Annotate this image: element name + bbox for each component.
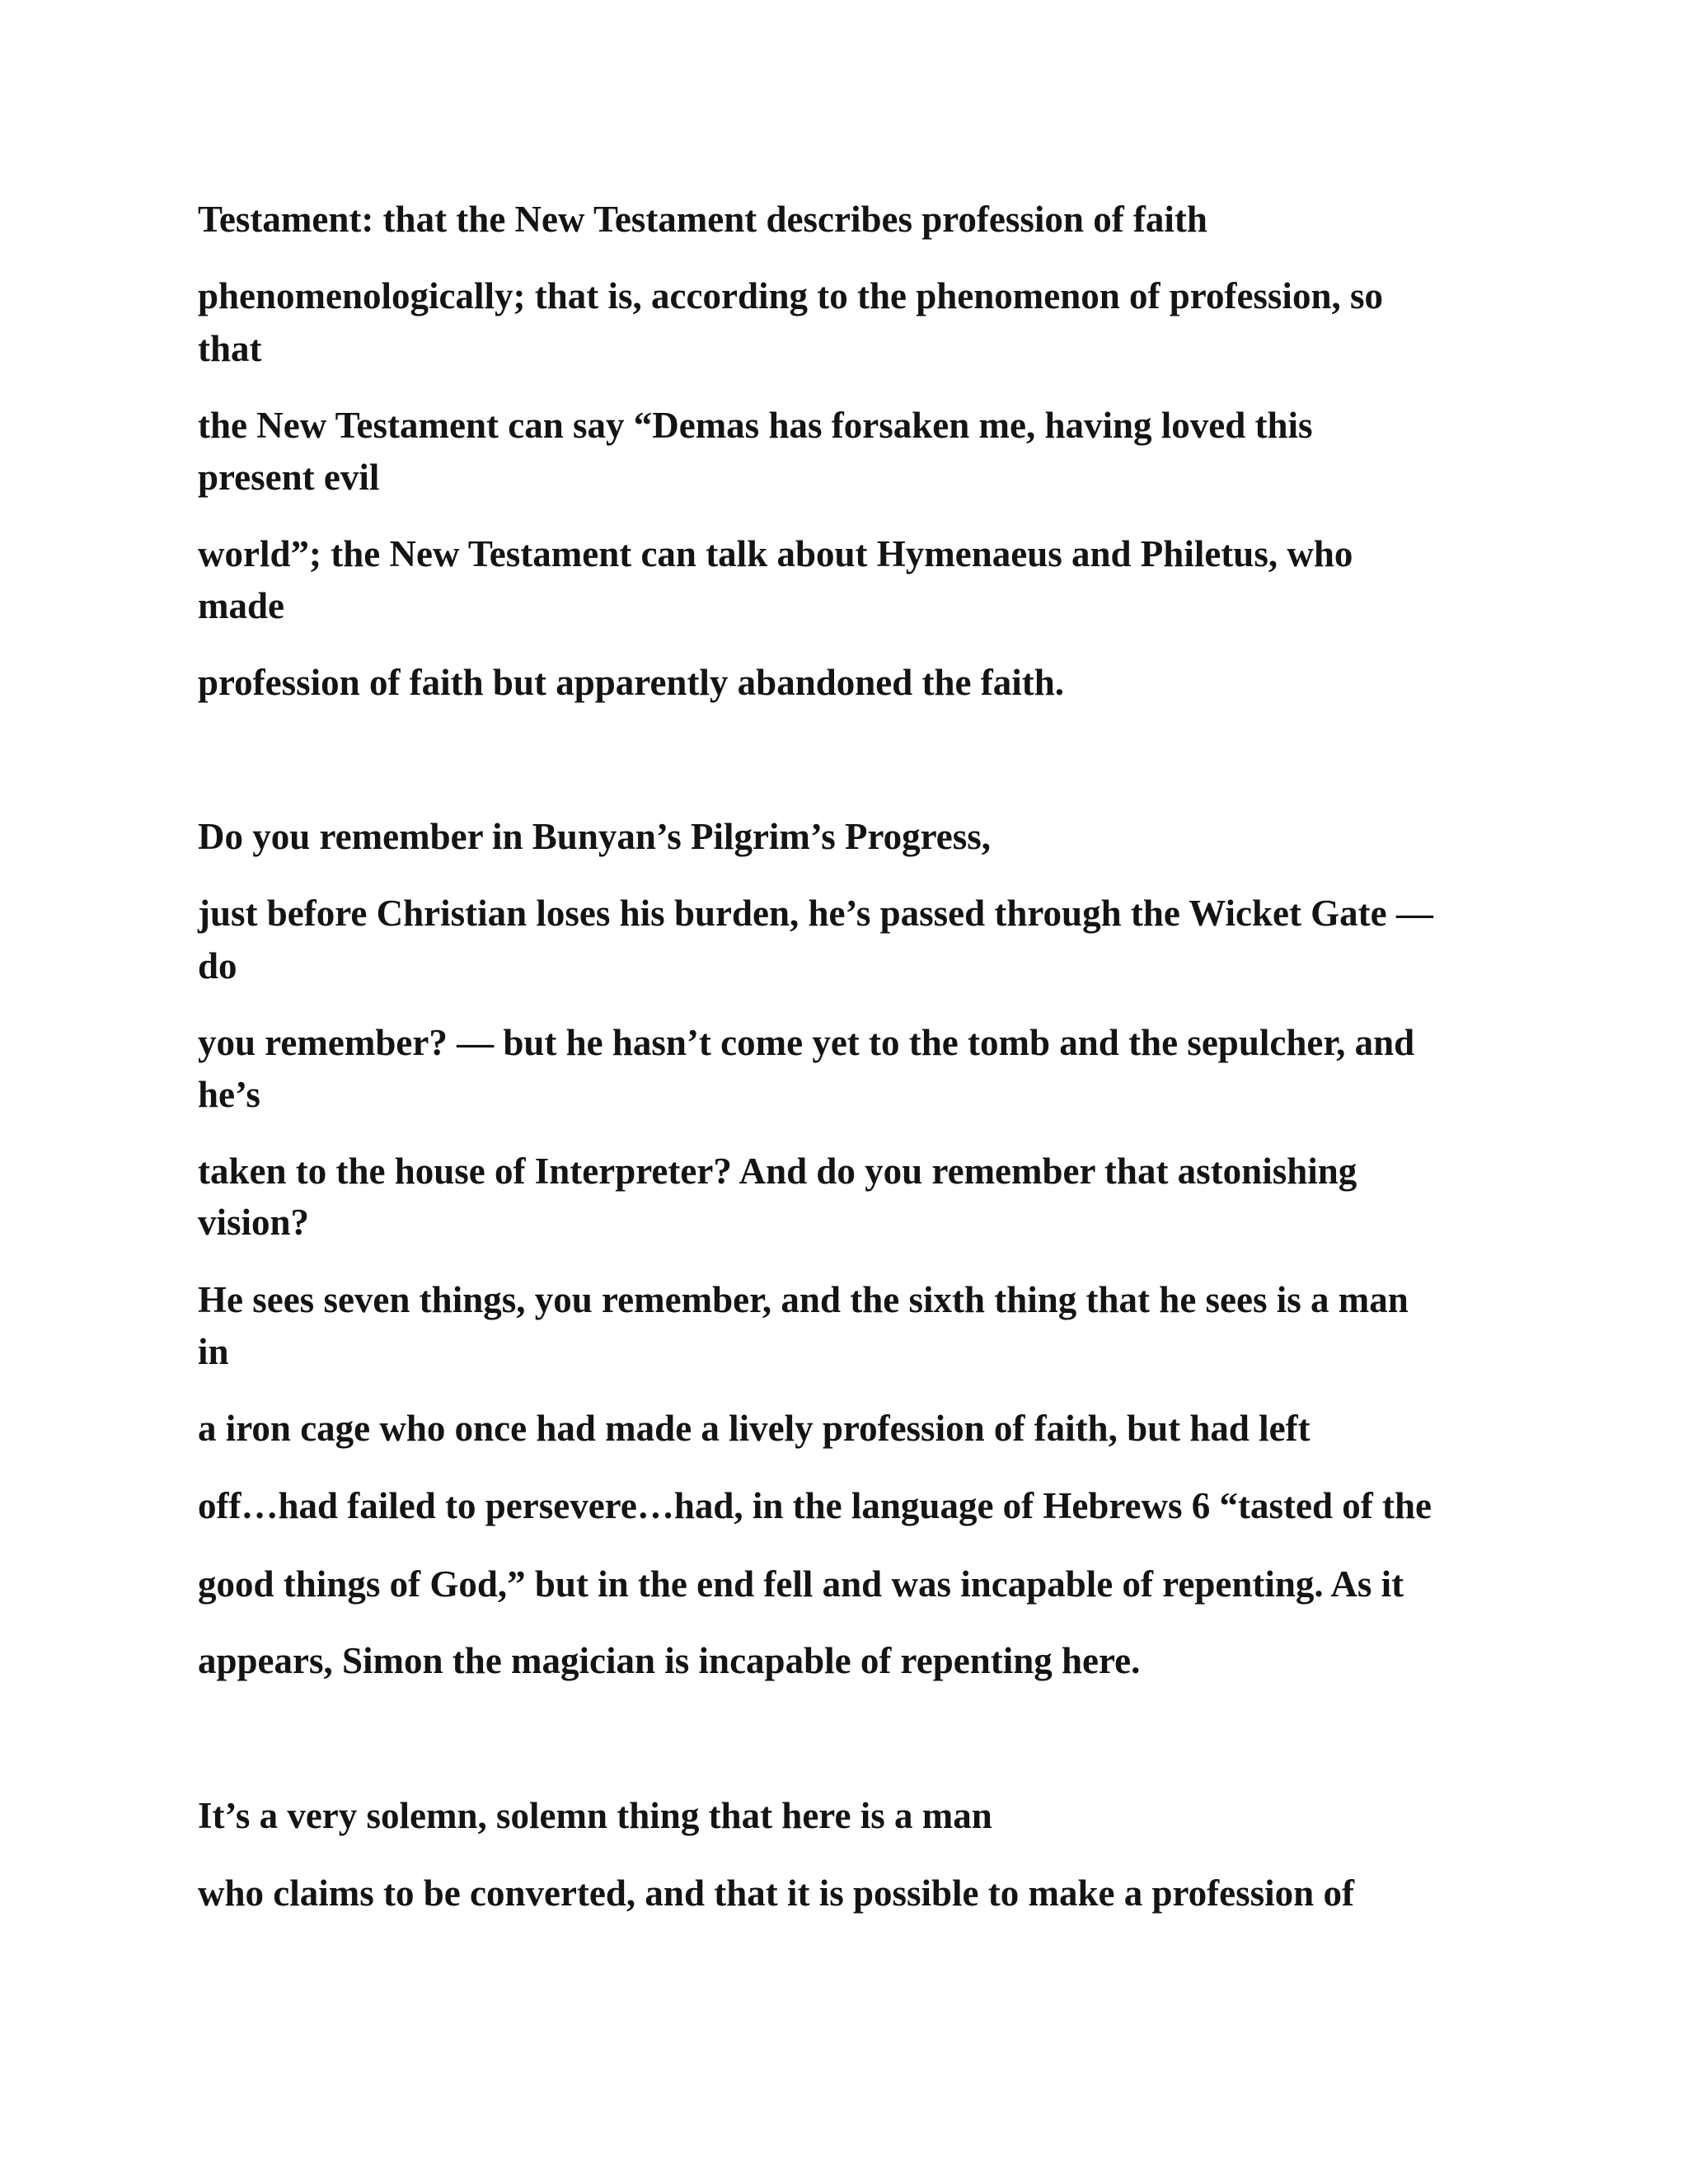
text-line: world”; the New Testament can talk about Hymenaeus and Philetus, who <box>198 533 1353 574</box>
text-line: that <box>198 328 262 369</box>
text-line: taken to the house of Interpreter? And do you remember that astonishing <box>198 1151 1357 1192</box>
text-line: vision? <box>198 1202 310 1243</box>
text-line: phenomenologically; that is, according to the phenomenon of profession, so <box>198 275 1383 316</box>
text-line: a iron cage who once had made a lively profession of faith, but had left <box>198 1408 1311 1449</box>
text-line: he’s <box>198 1074 260 1115</box>
text-line: off…had failed to persevere…had, in the language of Hebrews 6 “tasted of the <box>198 1485 1432 1526</box>
text-line: good things of God,” but in the end fell and was incapable of repenting. As it <box>198 1563 1404 1605</box>
text-line: just before Christian loses his burden, he’s passed through the Wicket Gate — <box>198 893 1433 934</box>
text-line: profession of faith but apparently abandoned the faith. <box>198 662 1065 703</box>
text-line: the New Testament can say “Demas has forsaken me, having loved this <box>198 405 1313 446</box>
text-line: made <box>198 585 284 626</box>
text-line: Do you remember in Bunyan’s Pilgrim’s Progress, <box>198 816 992 857</box>
text-line: Testament: that the New Testament describes profession of faith <box>198 199 1207 240</box>
text-line: He sees seven things, you remember, and the sixth thing that he sees is a man <box>198 1279 1409 1320</box>
text-line: appears, Simon the magician is incapable of repenting here. <box>198 1640 1141 1681</box>
text-line: in <box>198 1331 229 1372</box>
text-line: you remember? — but he hasn’t come yet to the tomb and the sepulcher, and <box>198 1022 1415 1063</box>
text-line: present evil <box>198 457 380 498</box>
text-line: do <box>198 945 237 987</box>
text-line: who claims to be converted, and that it is possible to make a profession of <box>198 1872 1354 1914</box>
text-line: It’s a very solemn, solemn thing that here is a man <box>198 1795 992 1836</box>
